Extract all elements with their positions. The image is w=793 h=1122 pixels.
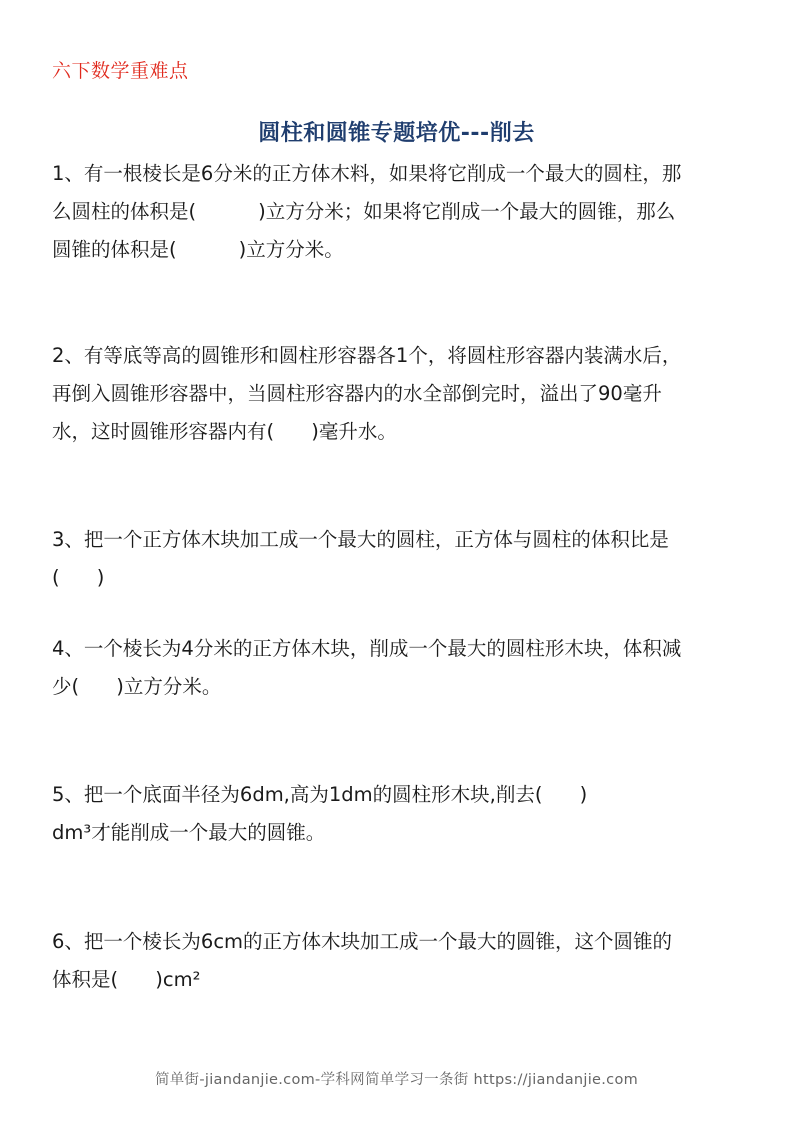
question-line: 2、有等底等高的圆锥形和圆柱形容器各1个，将圆柱形容器内装满水后， xyxy=(52,344,682,367)
question-line: 体积是( )cm² xyxy=(52,968,201,991)
question-2 xyxy=(52,337,747,451)
question-line: ( ) xyxy=(52,566,105,589)
question-line: 3、把一个正方体木块加工成一个最大的圆柱，正方体与圆柱的体积比是 xyxy=(52,528,669,551)
question-line: 4、一个棱长为4分米的正方体木块，削成一个最大的圆柱形木块，体积减 xyxy=(52,637,682,660)
question-4 xyxy=(52,630,747,706)
question-line: dm³才能削成一个最大的圆锥。 xyxy=(52,821,326,844)
question-line: 么圆柱的体积是( )立方分米；如果将它削成一个最大的圆锥，那么 xyxy=(52,200,676,223)
question-line: 5、把一个底面半径为6dm,高为1dm的圆柱形木块,削去( ) xyxy=(52,783,588,806)
question-5 xyxy=(52,776,747,852)
footer-watermark: 简单街-jiandanjie.com-学科网简单学习一条街 https://jiandanjie.com xyxy=(154,1072,639,1088)
question-line: 水，这时圆锥形容器内有( )毫升水。 xyxy=(52,420,397,443)
question-line: 1、有一根棱长是6分米的正方体木料，如果将它削成一个最大的圆柱，那 xyxy=(52,162,682,185)
question-3 xyxy=(52,521,747,597)
question-line: 少( )立方分米。 xyxy=(52,675,222,698)
header-tag: 六下数学重难点 xyxy=(52,60,189,82)
question-line: 圆锥的体积是( )立方分米。 xyxy=(52,238,344,261)
question-line: 6、把一个棱长为6cm的正方体木块加工成一个最大的圆锥，这个圆锥的 xyxy=(52,930,673,953)
question-6 xyxy=(52,923,747,999)
question-1 xyxy=(52,155,747,269)
question-line: 再倒入圆锥形容器中，当圆柱形容器内的水全部倒完时，溢出了90毫升 xyxy=(52,382,662,405)
document-title: 圆柱和圆锥专题培优---削去 xyxy=(258,121,535,146)
